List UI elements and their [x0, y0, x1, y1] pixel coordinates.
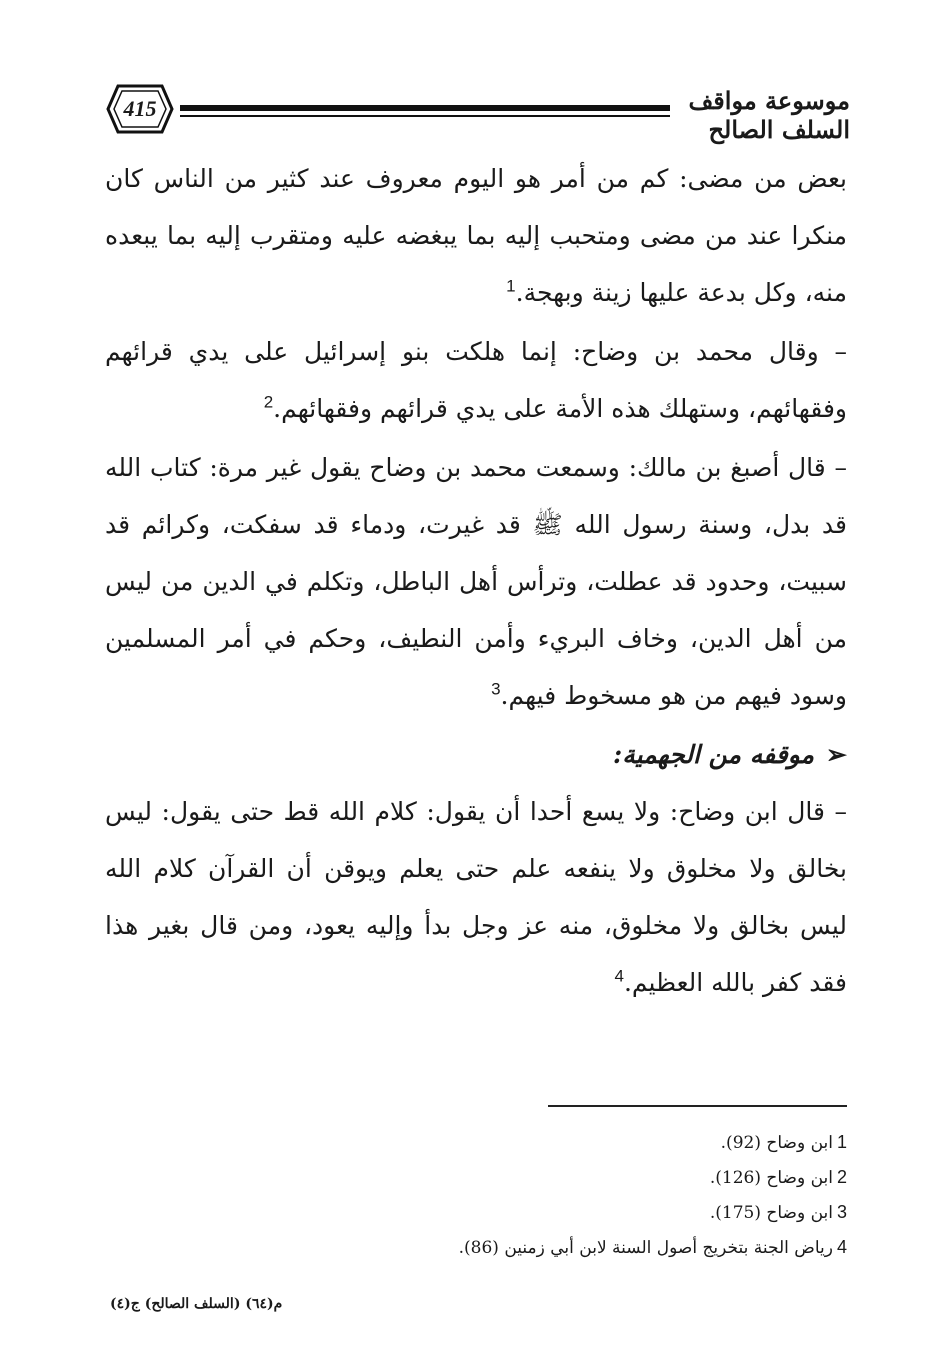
paragraph — [105, 783, 847, 1011]
paragraph — [105, 439, 847, 724]
section-heading-text: موقفه من الجهمية: — [613, 740, 815, 769]
paragraph-text: – قال أصبغ بن مالك: وسمعت محمد بن وضاح يقول غير مرة: كتاب الله قد بدل، وسنة رسول الله ﷺ قد غيرت، ودماء قد سفكت، وكرائم قد سبيت، وحدود قد عطلت، وترأس أهل الباطل، وتكلم في الدين من ليس من أهل الدين، وخاف البريء وأمن النطيف، وحكم في أمر المسلمين وسود فيهم من هو مسخوط فيهم. — [105, 453, 847, 710]
footnote-number: 2 — [836, 1167, 847, 1187]
footnote-number: 3 — [836, 1202, 847, 1222]
arrow-bullet-icon: ➢ — [826, 740, 847, 769]
signature-mark: م(٦٤) (السلف الصالح) ج(٤) — [110, 1296, 283, 1312]
footnote-text: رياض الجنة بتخريج أصول السنة لابن أبي زمنين (86). — [458, 1238, 833, 1258]
main-text — [105, 150, 847, 1013]
footnotes — [400, 1125, 847, 1265]
footnote-separator — [548, 1105, 847, 1107]
footnote — [400, 1125, 847, 1160]
header-rule — [180, 105, 670, 111]
page-number: 415 — [123, 96, 157, 121]
paragraph-text: بعض من مضى: كم من أمر هو اليوم معروف عند كثير من الناس كان منكرا عند من مضى ومتحبب إليه بما يبغضه عليه ومتقرب إليه بما يبعده منه، وكل بدعة عليها زينة وبهجة. — [105, 164, 847, 307]
footnote-number: 1 — [836, 1132, 847, 1152]
footnote — [400, 1160, 847, 1195]
series-title: موسوعة مواقف السلف الصالح — [688, 86, 850, 144]
footnote — [400, 1230, 847, 1265]
footnote-ref: 3 — [491, 679, 501, 699]
footnote-ref: 1 — [506, 276, 516, 296]
footnote-number: 4 — [836, 1237, 847, 1257]
paragraph — [105, 323, 847, 437]
page-header — [100, 78, 850, 148]
footnote-ref: 4 — [614, 966, 624, 986]
footnote-text: ابن وضاح (126). — [709, 1168, 833, 1188]
paragraph-text: – وقال محمد بن وضاح: إنما هلكت بنو إسرائيل على يدي قرائهم وفقهائهم، وستهلك هذه الأمة على يدي قرائهم وفقهائهم. — [105, 337, 847, 423]
paragraph — [105, 150, 847, 321]
footnote-text: ابن وضاح (175). — [709, 1203, 833, 1223]
section-heading — [105, 726, 847, 783]
paragraph-text: – قال ابن وضاح: ولا يسع أحدا أن يقول: كلام الله قط حتى يقول: ليس بخالق ولا مخلوق ولا ينفعه علم حتى يعلم ويوقن أن القرآن كلام الله ليس بخالق ولا مخلوق، منه عز وجل بدأ وإليه يعود، ومن قال بغير هذا فقد كفر بالله العظيم. — [105, 797, 847, 997]
header-rule-thin — [180, 115, 670, 117]
footnote — [400, 1195, 847, 1230]
footnote-ref: 2 — [263, 392, 274, 412]
footnote-text: ابن وضاح (92). — [720, 1133, 833, 1153]
